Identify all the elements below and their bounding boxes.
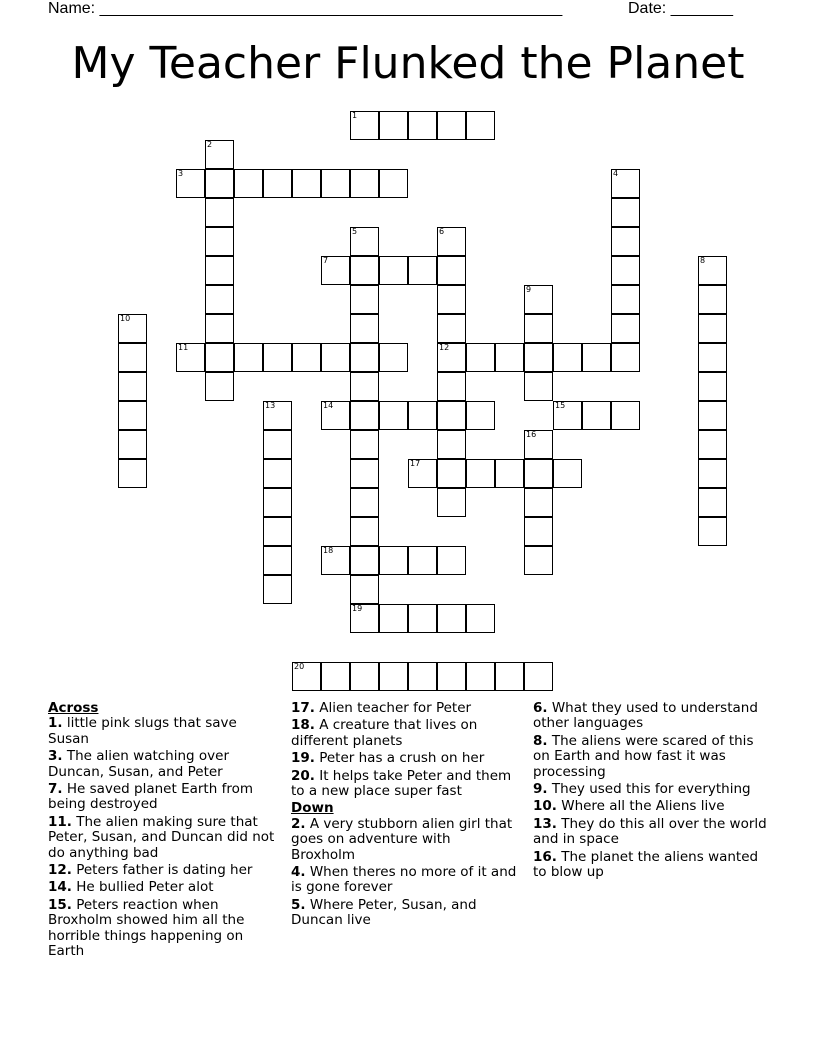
cell-number: 6: [439, 227, 445, 236]
crossword-cell: [524, 517, 553, 546]
crossword-cell: [437, 401, 466, 430]
crossword-cell: [118, 372, 147, 401]
clue-down-4: 4. When theres no more of it and is gone forever: [291, 864, 517, 896]
crossword-cell: [234, 343, 263, 372]
crossword-cell: [524, 662, 553, 691]
crossword-cell: [495, 662, 524, 691]
crossword-cell: [553, 401, 582, 430]
clue-down-2: 2. A very stubborn alien girl that goes on adventure with Broxholm: [291, 815, 513, 863]
crossword-cell: [698, 314, 727, 343]
crossword-cell: [466, 662, 495, 691]
crossword-cell: [205, 169, 234, 198]
crossword-cell: [321, 401, 350, 430]
crossword-cell: [205, 140, 234, 169]
crossword-cell: [350, 459, 379, 488]
crossword-cell: [698, 372, 727, 401]
crossword-cell: [350, 575, 379, 604]
crossword-cell: [611, 285, 640, 314]
crossword-cell: [408, 662, 437, 691]
crossword-cell: [205, 285, 234, 314]
crossword-cell: [611, 198, 640, 227]
clue-across-11: 11. The alien making sure that Peter, Susan, and Duncan did not do anything bad: [48, 813, 275, 861]
crossword-cell: [350, 256, 379, 285]
crossword-cell: [379, 343, 408, 372]
crossword-cell: [379, 169, 408, 198]
down-heading: Down: [291, 800, 334, 817]
crossword-cell: [263, 430, 292, 459]
cell-number: 20: [294, 662, 305, 671]
cell-number: 16: [526, 430, 537, 439]
crossword-cell: [176, 169, 205, 198]
crossword-cell: [205, 256, 234, 285]
date-field-label: Date: _______: [628, 0, 733, 17]
crossword-cell: [466, 459, 495, 488]
clue-down-10: 10. Where all the Aliens live: [533, 798, 725, 815]
crossword-cell: [263, 517, 292, 546]
crossword-cell: [408, 111, 437, 140]
crossword-cell: [205, 227, 234, 256]
crossword-cell: [408, 546, 437, 575]
clue-across-1: 1. little pink slugs that save Susan: [48, 715, 237, 747]
crossword-cell: [524, 285, 553, 314]
crossword-cell: [582, 401, 611, 430]
crossword-cell: [379, 401, 408, 430]
cell-number: 13: [265, 401, 276, 410]
crossword-cell: [466, 343, 495, 372]
cell-number: 11: [178, 343, 189, 352]
crossword-cell: [350, 111, 379, 140]
crossword-cell: [437, 459, 466, 488]
crossword-cell: [321, 546, 350, 575]
crossword-cell: [292, 343, 321, 372]
crossword-cell: [611, 401, 640, 430]
cell-number: 14: [323, 401, 334, 410]
crossword-cell: [263, 401, 292, 430]
crossword-cell: [263, 459, 292, 488]
across-heading: Across: [48, 700, 99, 716]
crossword-cell: [205, 314, 234, 343]
crossword-cell: [524, 546, 553, 575]
clue-across-19: 19. Peter has a crush on her: [291, 750, 485, 767]
crossword-cell: [408, 401, 437, 430]
crossword-cell: [118, 401, 147, 430]
crossword-cell: [437, 604, 466, 633]
crossword-cell: [350, 401, 379, 430]
crossword-cell: [205, 198, 234, 227]
crossword-cell: [350, 169, 379, 198]
crossword-cell: [437, 256, 466, 285]
crossword-cell: [350, 343, 379, 372]
clue-across-7: 7. He saved planet Earth from being destroyed: [48, 781, 253, 813]
cell-number: 10: [120, 314, 131, 323]
crossword-cell: [437, 372, 466, 401]
crossword-cell: [611, 169, 640, 198]
crossword-cell: [524, 430, 553, 459]
crossword-cell: [495, 343, 524, 372]
clue-across-17: 17. Alien teacher for Peter: [291, 700, 472, 716]
crossword-cell: [611, 314, 640, 343]
crossword-cell: [466, 111, 495, 140]
cell-number: 18: [323, 546, 334, 555]
clue-down-6: 6. What they used to understand other languages: [533, 700, 758, 732]
cell-number: 5: [352, 227, 358, 236]
crossword-cell: [176, 343, 205, 372]
crossword-cell: [321, 169, 350, 198]
clue-down-8: 8. The aliens were scared of this on Earth and how fast it was processing: [533, 732, 754, 780]
name-field-label: Name: ____________________________________________________: [48, 0, 563, 17]
page-title: My Teacher Flunked the Planet: [71, 38, 745, 89]
crossword-cell: [118, 430, 147, 459]
crossword-cell: [524, 343, 553, 372]
crossword-cell: [263, 488, 292, 517]
crossword-cell: [350, 604, 379, 633]
cell-number: 15: [555, 401, 566, 410]
clue-down-9: 9. They used this for everything: [533, 781, 751, 798]
crossword-cell: [553, 459, 582, 488]
crossword-cell: [524, 372, 553, 401]
crossword-cell: [263, 343, 292, 372]
crossword-cell: [379, 546, 408, 575]
cell-number: 4: [613, 169, 619, 178]
clue-down-5: 5. Where Peter, Susan, and Duncan live: [291, 896, 477, 929]
crossword-cell: [350, 372, 379, 401]
crossword-cell: [437, 111, 466, 140]
crossword-cell: [263, 169, 292, 198]
crossword-cell: [437, 430, 466, 459]
crossword-cell: [582, 343, 611, 372]
crossword-cell: [437, 227, 466, 256]
crossword-cell: [437, 343, 466, 372]
crossword-cell: [611, 343, 640, 372]
cell-number: 3: [178, 169, 184, 178]
cell-number: 12: [439, 343, 450, 352]
crossword-cell: [524, 488, 553, 517]
crossword-cell: [350, 285, 379, 314]
crossword-cell: [321, 256, 350, 285]
clue-down-16: 16. The planet the aliens wanted to blow up: [533, 848, 759, 881]
crossword-cell: [524, 314, 553, 343]
crossword-cell: [437, 285, 466, 314]
crossword-cell: [350, 430, 379, 459]
crossword-cell: [698, 401, 727, 430]
clue-across-12: 12. Peters father is dating her: [48, 862, 253, 879]
crossword-cell: [205, 343, 234, 372]
crossword-cell: [437, 488, 466, 517]
crossword-cell: [553, 343, 582, 372]
crossword-cell: [437, 314, 466, 343]
cell-number: 8: [700, 256, 706, 265]
clue-across-3: 3. The alien watching over Duncan, Susan, and Peter: [48, 748, 230, 780]
crossword-cell: [698, 430, 727, 459]
clue-across-14: 14. He bullied Peter alot: [48, 879, 214, 896]
crossword-cell: [350, 488, 379, 517]
crossword-cell: [263, 575, 292, 604]
cell-number: 9: [526, 285, 532, 294]
clue-down-13: 13. They do this all over the world and in space: [533, 815, 767, 848]
crossword-cell: [118, 459, 147, 488]
crossword-cell: [379, 662, 408, 691]
crossword-cell: [495, 459, 524, 488]
crossword-cell: [379, 604, 408, 633]
clue-across-15: 15. Peters reaction when Broxholm showed him all the horrible things happening on Earth: [48, 896, 245, 960]
crossword-cell: [611, 227, 640, 256]
crossword-cell: [408, 459, 437, 488]
crossword-cell: [118, 343, 147, 372]
crossword-cell: [321, 343, 350, 372]
crossword-cell: [524, 459, 553, 488]
cell-number: 17: [410, 459, 421, 468]
crossword-cell: [379, 111, 408, 140]
crossword-cell: [698, 285, 727, 314]
crossword-cell: [350, 546, 379, 575]
cell-number: 2: [207, 140, 213, 149]
crossword-cell: [234, 169, 263, 198]
crossword-cell: [350, 227, 379, 256]
clues-column-2: [291, 701, 517, 931]
crossword-cell: [698, 517, 727, 546]
crossword-cell: [350, 662, 379, 691]
crossword-cell: [437, 546, 466, 575]
crossword-cell: [698, 459, 727, 488]
crossword-cell: [437, 662, 466, 691]
crossword-cell: [698, 488, 727, 517]
crossword-cell: [350, 314, 379, 343]
crossword-cell: [611, 256, 640, 285]
crossword-cell: [408, 256, 437, 285]
crossword-cell: [321, 662, 350, 691]
crossword-cell: [698, 256, 727, 285]
clues-column-1: [48, 701, 280, 962]
crossword-cell: [466, 604, 495, 633]
crossword-cell: [379, 256, 408, 285]
crossword-cell: [205, 372, 234, 401]
crossword-cell: [118, 314, 147, 343]
clues-column-3: [533, 701, 769, 882]
crossword-cell: [292, 169, 321, 198]
cell-number: 19: [352, 604, 363, 613]
crossword-cell: [263, 546, 292, 575]
crossword-cell: [466, 401, 495, 430]
clue-across-18: 18. A creature that lives on different planets: [291, 717, 478, 749]
crossword-cell: [350, 517, 379, 546]
clue-across-20: 20. It helps take Peter and them to a new place super fast: [291, 767, 512, 800]
cell-number: 1: [352, 111, 358, 120]
cell-number: 7: [323, 256, 329, 265]
crossword-cell: [408, 604, 437, 633]
crossword-cell: [292, 662, 321, 691]
crossword-cell: [698, 343, 727, 372]
